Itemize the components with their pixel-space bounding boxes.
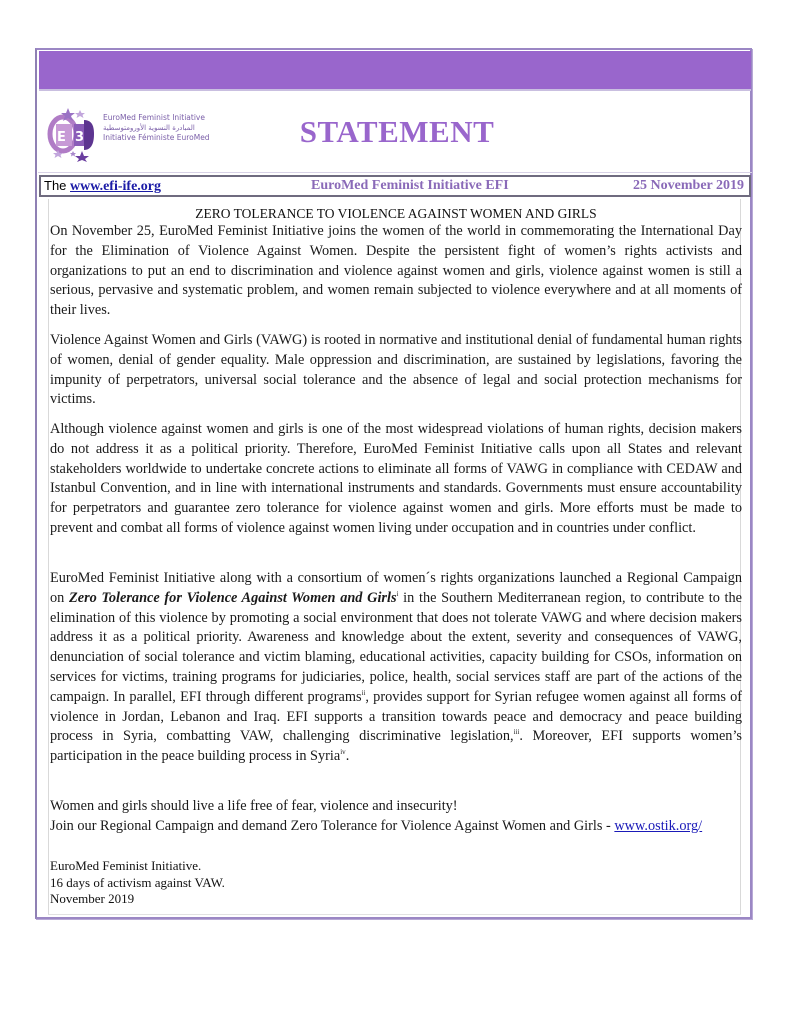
- page-title: STATEMENT: [299, 114, 495, 149]
- website-link[interactable]: www.efi-ife.org: [70, 179, 161, 194]
- footnote-ref-i[interactable]: i: [396, 590, 399, 599]
- footnote-ref-ii[interactable]: ii: [361, 689, 366, 698]
- campaign-name: Zero Tolerance for Violence Against Women and Girls: [69, 589, 397, 606]
- svg-text:3: 3: [75, 130, 85, 145]
- campaign-text-3: , provides support for Syrian refugee women against all forms of violence in Jordan, Lebanon and Iraq. EFI supports a transition towards peace and democracy and peace building process in Syria, combatting VAW, challenging discriminative legislation,: [50, 688, 742, 745]
- closing-line-2-text: Join our Regional Campaign and demand Zero Tolerance for Violence Against Women and Girls -: [50, 817, 615, 834]
- statement-heading: ZERO TOLERANCE TO VIOLENCE AGAINST WOMEN AND GIRLS: [195, 206, 597, 221]
- signature-block: [50, 858, 225, 908]
- paragraph-2: Violence Against Women and Girls (VAWG) is rooted in normative and institutional denial of fundamental human rights of women, denial of gender equality. Male oppression and discrimination, are sustained by legislations, favoring the impunity of perpetrators, universal social tolerance and the absence of legal and social protection mechanisms for victims.: [50, 332, 742, 408]
- info-row: [39, 175, 751, 197]
- logo-text-arabic: المبادرة النسوية الأورومتوسطية: [103, 124, 195, 132]
- signature-line-campaign: 16 days of activism against VAW.: [50, 874, 225, 890]
- closing-line-1: Women and girls should live a life free of fear, violence and insecurity!: [50, 798, 458, 814]
- logo-text-english: EuroMed Feminist Initiative: [103, 113, 205, 122]
- efi-logo-icon: [46, 104, 102, 162]
- campaign-text-1: EuroMed Feminist Initiative along with a consortium of women´s rights organizations launched a Regional Campaign on: [50, 570, 742, 606]
- signature-line-org: EuroMed Feminist Initiative.: [50, 858, 202, 873]
- svg-text:E: E: [57, 130, 66, 145]
- organization-name: EuroMed Feminist Initiative EFI: [311, 178, 509, 193]
- footnote-ref-iv[interactable]: iv: [340, 748, 346, 757]
- paragraph-1: On November 25, EuroMed Feminist Initiative joins the women of the world in commemorating the International Day for the Elimination of Violence Against Women. Despite the persistent fight of women’s rights activists and organizations to put an end to discrimination and violence against women and girls, violence against women is still a serious, pervasive and systematic problem, and women remain subjected to violence everywhere and at all moments of their lives.: [50, 223, 742, 319]
- campaign-text-4: . Moreover, EFI supports women’s participation in the peace building process in Syria: [50, 728, 742, 765]
- campaign-link[interactable]: www.ostik.org/: [614, 817, 703, 834]
- closing-block: [50, 797, 742, 837]
- logo-text-french: Initiative Féministe EuroMed: [103, 133, 210, 142]
- campaign-text-2: in the Southern Mediterranean region, to contribute to the elimination of this violence by promoting a social environment that does not tolerate VAWG and where decision makers address it as a political priority. Awareness and knowledge about the extent, severity and consequences of VAWG, denunciation of social tolerance and victim blaming, educational activities, capacity building for CSOs, information on services for victims, training programs for judiciaries, police, health, social services staff are part of the actions of the campaign. In parallel, EFI through different programs: [50, 589, 743, 705]
- paragraph-4-campaign: [50, 569, 742, 767]
- signature-line-date: November 2019: [50, 891, 135, 906]
- header-color-band: [39, 51, 751, 91]
- closing-line-2: [50, 817, 742, 837]
- campaign-text-5: .: [345, 748, 350, 765]
- website-label: [44, 178, 161, 195]
- paragraph-3: Although violence against women and girls is one of the most widespread violations of human rights, decision makers do not address it as a political priority. Therefore, EuroMed Feminist Initiative calls upon all States and relevant stakeholders worldwide to undertake concrete actions to eliminate all forms of VAWG in compliance with CEDAW and Istanbul Convention, and in line with international instruments and standards. Governments must ensure accountability for perpetrators and guarantee zero tolerance for violence against women and girls. More efforts must be made to prevent and combat all forms of violence against women living under occupation and in countries under conflict.: [50, 421, 742, 536]
- footnote-ref-iii[interactable]: iii: [513, 728, 520, 737]
- website-prefix: The: [44, 178, 67, 193]
- logo-text: [103, 113, 210, 143]
- statement-date: 25 November 2019: [633, 178, 744, 193]
- header-divider: [38, 172, 752, 173]
